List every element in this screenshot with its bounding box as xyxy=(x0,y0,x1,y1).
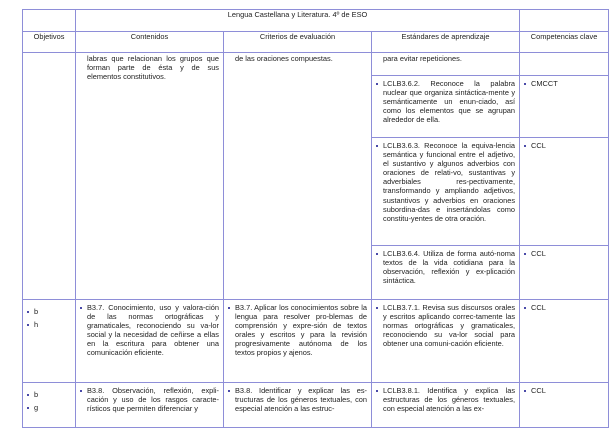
table-title: Lengua Castellana y Literatura. 4º de ESO xyxy=(76,10,520,32)
competencia-cell xyxy=(520,383,609,428)
objetivo-item: g xyxy=(23,401,75,414)
criterios-cell xyxy=(224,383,372,428)
criterios-cell xyxy=(224,300,372,383)
header-contenidos: Contenidos xyxy=(76,32,224,53)
estandar-text: para evitar repeticiones. xyxy=(383,54,462,63)
contenidos-text: B3.8. Observación, reflexión, expli-cación y uso de los rasgos caracte-rísticos que permiten diferenciar y xyxy=(76,383,223,415)
estandar-text: LCLB3.7.1. Revisa sus discursos orales y escritos aplicando correc-tamente las normas ortográficas y gramaticales, reconociendo su va-lor social para obtener una comuni-cación eficiente. xyxy=(372,300,519,350)
contenidos-cell xyxy=(76,383,224,428)
estandar-text: LCLB3.6.4. Utiliza de forma autó-noma textos de la vida cotidiana para la observación, reflexión y ex-plicación sintáctica. xyxy=(372,246,519,287)
header-competencias: Competencias clave xyxy=(520,32,609,53)
objetivos-cell xyxy=(23,53,76,300)
competencia-cell xyxy=(520,246,609,300)
header-criterios: Criterios de evaluación xyxy=(224,32,372,53)
estandar-cell xyxy=(372,246,520,300)
objetivo-item: b xyxy=(23,388,75,401)
criterios-text: B3.8. Identificar y explicar las es-tructuras de los géneros textuales, con especial atención a las estruc- xyxy=(224,383,371,415)
criterios-cell xyxy=(224,53,372,300)
estandar-cell xyxy=(372,53,520,76)
curriculum-table xyxy=(22,9,609,428)
competencia-text: CCL xyxy=(520,138,608,152)
competencia-text: CCL xyxy=(520,300,608,314)
estandar-text: LCLB3.8.1. Identifica y explica las estructuras de los géneros textuales, con especial atención a las ex- xyxy=(372,383,519,415)
estandar-cell xyxy=(372,138,520,246)
contenidos-cell xyxy=(76,300,224,383)
competencia-text: CMCCT xyxy=(520,76,608,90)
competencia-cell xyxy=(520,76,609,138)
objetivos-cell xyxy=(23,383,76,428)
criterios-text: B3.7. Aplicar los conocimientos sobre la lengua para resolver pro-blemas de comprensión y expre-sión de textos orales y escritos y para la revisión progresivamente autónoma de los textos propios y ajenos. xyxy=(224,300,371,360)
contenidos-cell xyxy=(76,53,224,300)
estandar-cell xyxy=(372,76,520,138)
criterios-text: de las oraciones compuestas. xyxy=(235,54,333,63)
header-objetivos: Objetivos xyxy=(23,32,76,53)
header-estandares: Estándares de aprendizaje xyxy=(372,32,520,53)
competencia-text: CCL xyxy=(520,383,608,397)
objetivos-cell xyxy=(23,300,76,383)
estandar-cell xyxy=(372,383,520,428)
objetivo-item: b xyxy=(23,305,75,318)
estandar-text: LCLB3.6.2. Reconoce la palabra nuclear que organiza sintáctica-mente y semánticamente un enun-ciado, así como los elementos que se agrupan alrededor de ella. xyxy=(372,76,519,126)
competencia-cell xyxy=(520,138,609,246)
objetivo-item: h xyxy=(23,318,75,331)
estandar-cell xyxy=(372,300,520,383)
competencia-cell xyxy=(520,53,609,76)
contenidos-text: labras que relacionan los grupos que forman parte de ésta y de sus elementos constitutivos. xyxy=(87,54,219,82)
title-blank-cell xyxy=(23,10,76,32)
contenidos-text: B3.7. Conocimiento, uso y valora-ción de las normas ortográficas y gramaticales, reconociendo su va-lor social y la necesidad de ceñirse a ellas en la escritura para obtener una comunicación eficiente. xyxy=(76,300,223,360)
competencia-text: CCL xyxy=(520,246,608,260)
estandar-text: LCLB3.6.3. Reconoce la equiva-lencia semántica y funcional entre el adjetivo, el sustantivo y algunos adverbios con oraciones de relati-vo, sustantivas y adverbiales res-pectivamente, transformando y ampliando adjetivos, sustantivos y adverbios en oraciones subordina-das e insertándolas como constitu-yentes de otra oración. xyxy=(372,138,519,225)
competencia-cell xyxy=(520,300,609,383)
title-blank-cell-right xyxy=(520,10,609,32)
